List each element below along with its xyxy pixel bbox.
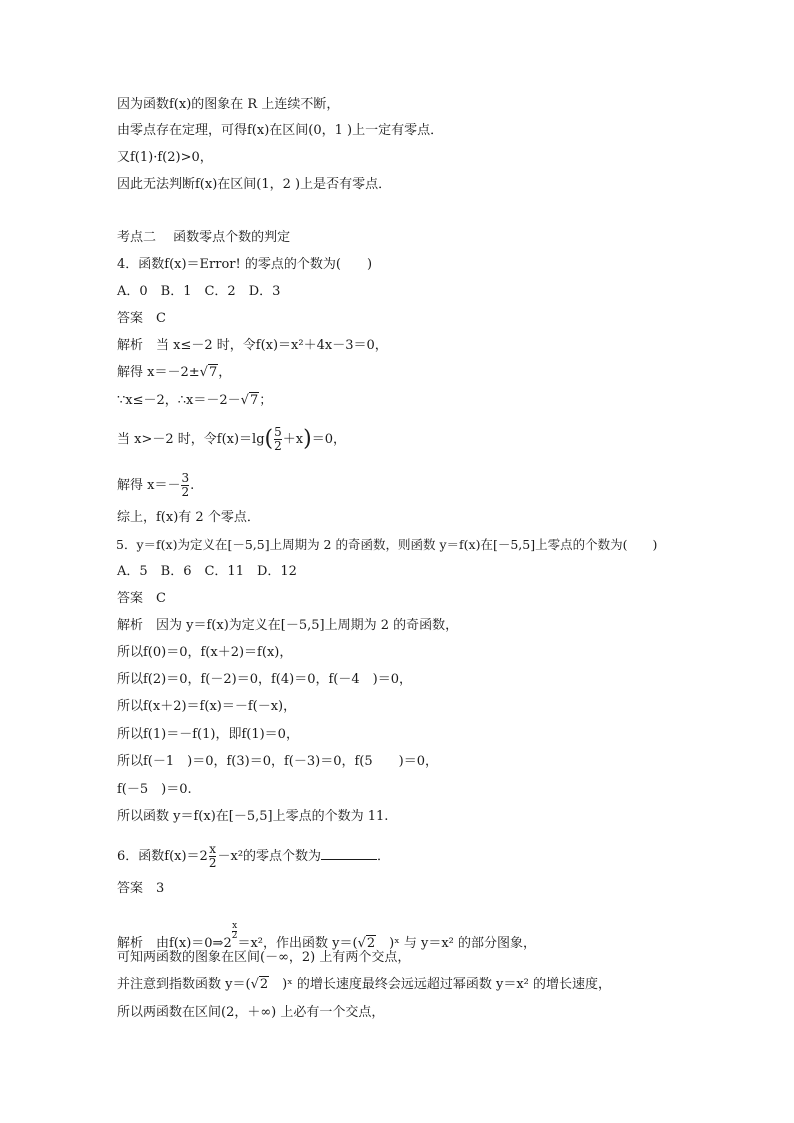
- denominator: 2: [274, 439, 282, 453]
- solution-text: )ˣ 与 y＝x² 的部分图象，: [376, 936, 537, 951]
- solution-text: 当 x>－2 时，令f(x)＝lg: [117, 432, 265, 447]
- solution-text: ，: [218, 365, 232, 380]
- question-4: 4．函数f(x)＝Error! 的零点的个数为( ): [117, 257, 373, 272]
- solution-line: 可知两函数的图象在区间(－∞，2) 上有两个交点，: [117, 950, 411, 965]
- sqrt-symbol: √: [240, 393, 249, 408]
- answer-blank: [321, 847, 377, 860]
- solution-line: 解析 当 x≤－2 时，令f(x)＝x²＋4x－3＝0，: [117, 338, 388, 353]
- question-5-answer: 答案 C: [117, 591, 166, 606]
- sqrt-symbol: √: [250, 977, 259, 992]
- solution-line: [117, 977, 611, 993]
- solution-line: [117, 922, 536, 952]
- solution-text: 解得 x＝－: [117, 478, 181, 493]
- denominator: 2: [231, 931, 238, 941]
- solution-line: [117, 393, 272, 409]
- question-5-options: A．5 B．6 C．11 D．12: [117, 564, 297, 579]
- solution-line: 解析 因为 y＝f(x)为定义在[－5,5]上周期为 2 的奇函数，: [117, 618, 459, 633]
- numerator: 3: [181, 471, 190, 485]
- solution-text: 解得 x＝－2±: [117, 365, 200, 380]
- question-6-answer: 答案 3: [117, 881, 165, 896]
- solution-text: ＋x: [282, 432, 304, 447]
- paren-open: (: [264, 426, 274, 452]
- solution-line: 所以f(－1 )＝0，f(3)＝0，f(－3)＝0，f(5 )＝0，: [117, 754, 438, 769]
- fraction: [181, 472, 189, 499]
- sqrt-symbol: √: [199, 365, 208, 380]
- text-line: 由零点存在定理，可得f(x)在区间(0，1 )上一定有零点．: [117, 123, 444, 138]
- question-text: ．: [377, 849, 391, 864]
- solution-line: [117, 365, 231, 381]
- denominator: 2: [208, 856, 217, 870]
- solution-line: 所以函数 y＝f(x)在[－5,5]上零点的个数为 11.: [117, 809, 389, 824]
- solution-text: 解析 由f(x)＝0⇒2: [117, 936, 232, 951]
- question-4-options: A．0 B．1 C．2 D．3: [117, 284, 281, 299]
- numerator: 5: [274, 425, 282, 439]
- sqrt-symbol: √: [357, 936, 366, 951]
- solution-line: 所以两函数在区间(2，＋∞) 上必有一个交点，: [117, 1005, 385, 1020]
- solution-text: ；: [259, 393, 273, 408]
- question-4-answer: 答案 C: [117, 311, 166, 326]
- section-heading: 考点二 函数零点个数的判定: [117, 230, 291, 245]
- radicand: 7: [249, 393, 259, 408]
- text-line: 又f(1)·f(2)>0，: [117, 150, 213, 165]
- solution-text: ＝0，: [311, 432, 346, 447]
- paren-close: ): [303, 426, 312, 452]
- solution-line: 所以f(x＋2)＝f(x)＝－f(－x)，: [117, 699, 297, 714]
- solution-text: )ˣ 的增长速度最终会远远超过幂函数 y＝x² 的增长速度，: [269, 977, 612, 992]
- text-line: 因此无法判断f(x)在区间(1，2 )上是否有零点．: [117, 177, 392, 192]
- fraction: [209, 843, 217, 870]
- solution-line: 所以f(1)＝－f(1)，即f(1)＝0，: [117, 727, 299, 742]
- solution-line: [117, 426, 346, 453]
- solution-text: ∵x≤－2，∴x＝－2－: [117, 393, 241, 408]
- text-line: 因为函数f(x)的图象在 R 上连续不断，: [117, 97, 340, 112]
- question-text: 6．函数f(x)＝2: [117, 849, 208, 864]
- radicand: 2: [366, 936, 376, 951]
- solution-text: 并注意到指数函数 y＝(: [117, 977, 251, 992]
- radicand: 2: [259, 977, 269, 992]
- question-text: －x²的零点个数为: [217, 849, 322, 864]
- numerator: x: [209, 842, 217, 856]
- solution-text: .: [190, 478, 195, 493]
- question-5: 5．y＝f(x)为定义在[－5,5]上周期为 2 的奇函数，则函数 y＝f(x)在[－5,5]上零点的个数为( ): [116, 537, 658, 552]
- question-6: [117, 843, 390, 870]
- solution-line: 所以f(2)＝0，f(－2)＝0，f(4)＝0，f(－4 )＝0，: [117, 672, 412, 687]
- solution-line: [117, 472, 194, 499]
- solution-text: ＝x²，作出函数 y＝(: [237, 936, 358, 951]
- solution-line: f(－5 )＝0.: [117, 782, 192, 797]
- solution-line: 综上，f(x)有 2 个零点．: [117, 510, 260, 525]
- numerator: x: [232, 921, 238, 931]
- fraction: [274, 426, 282, 453]
- solution-line: 所以f(0)＝0，f(x＋2)＝f(x)，: [117, 645, 293, 660]
- radicand: 7: [208, 365, 218, 380]
- denominator: 2: [181, 485, 190, 499]
